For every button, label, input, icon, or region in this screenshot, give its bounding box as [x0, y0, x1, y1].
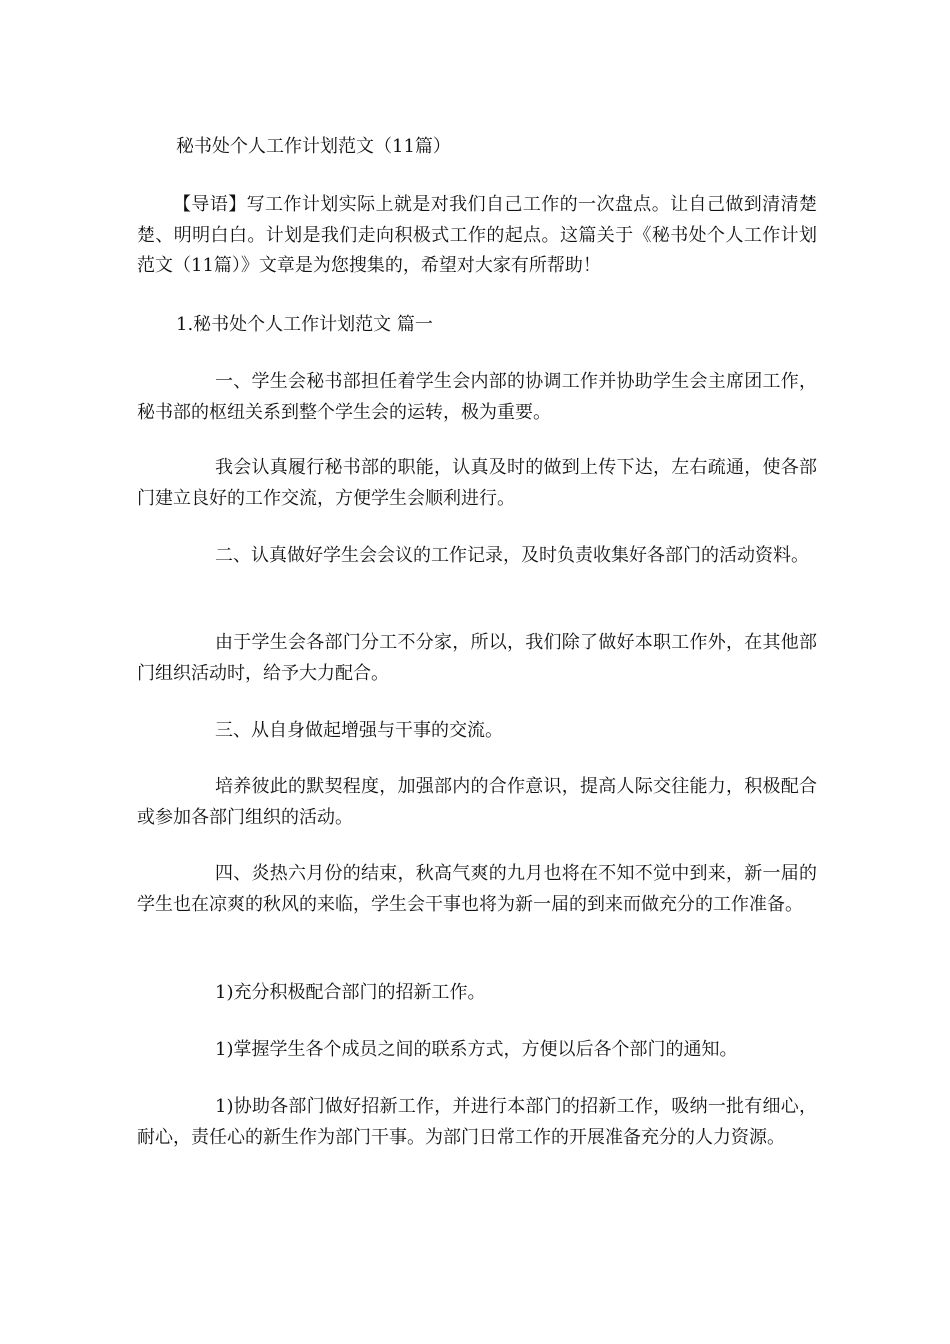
body-paragraph: 1)协助各部门做好招新工作，并进行本部门的招新工作，吸纳一批有细心，耐心，责任心的新生作为部门干事。为部门日常工作的开展准备充分的人力资源。 — [137, 1096, 817, 1148]
body-paragraph: 一、学生会秘书部担任着学生会内部的协调工作并协助学生会主席团工作，秘书部的枢纽关系到整个学生会的运转，极为重要。 — [137, 371, 817, 423]
body-paragraph: 二、认真做好学生会会议的工作记录，及时负责收集好各部门的活动资料。 — [215, 545, 809, 566]
body-paragraph: 1)充分积极配合部门的招新工作。 — [215, 982, 486, 1003]
section-heading: 1.秘书处个人工作计划范文 篇一 — [176, 314, 433, 335]
body-paragraph: 三、从自身做起增强与干事的交流。 — [215, 720, 503, 741]
body-paragraph: 1)掌握学生各个成员之间的联系方式，方便以后各个部门的通知。 — [215, 1039, 738, 1060]
body-paragraph: 我会认真履行秘书部的职能，认真及时的做到上传下达，左右疏通，使各部门建立良好的工作交流，方便学生会顺利进行。 — [137, 457, 817, 509]
body-paragraph: 培养彼此的默契程度，加强部内的合作意识，提高人际交往能力，积极配合或参加各部门组织的活动。 — [137, 776, 817, 828]
document-title: 秘书处个人工作计划范文（11篇） — [176, 136, 451, 157]
body-paragraph: 四、炎热六月份的结束，秋高气爽的九月也将在不知不觉中到来，新一届的学生也在凉爽的秋风的来临，学生会干事也将为新一届的到来而做充分的工作准备。 — [137, 863, 817, 915]
body-paragraph: 由于学生会各部门分工不分家，所以，我们除了做好本职工作外，在其他部门组织活动时，给予大力配合。 — [137, 632, 817, 684]
intro-paragraph: 【导语】写工作计划实际上就是对我们自己工作的一次盘点。让自己做到清清楚楚、明明白白。计划是我们走向积极式工作的起点。这篇关于《秘书处个人工作计划范文（11篇）》文章是为您搜集的，希望对大家有所帮助！ — [137, 194, 817, 276]
